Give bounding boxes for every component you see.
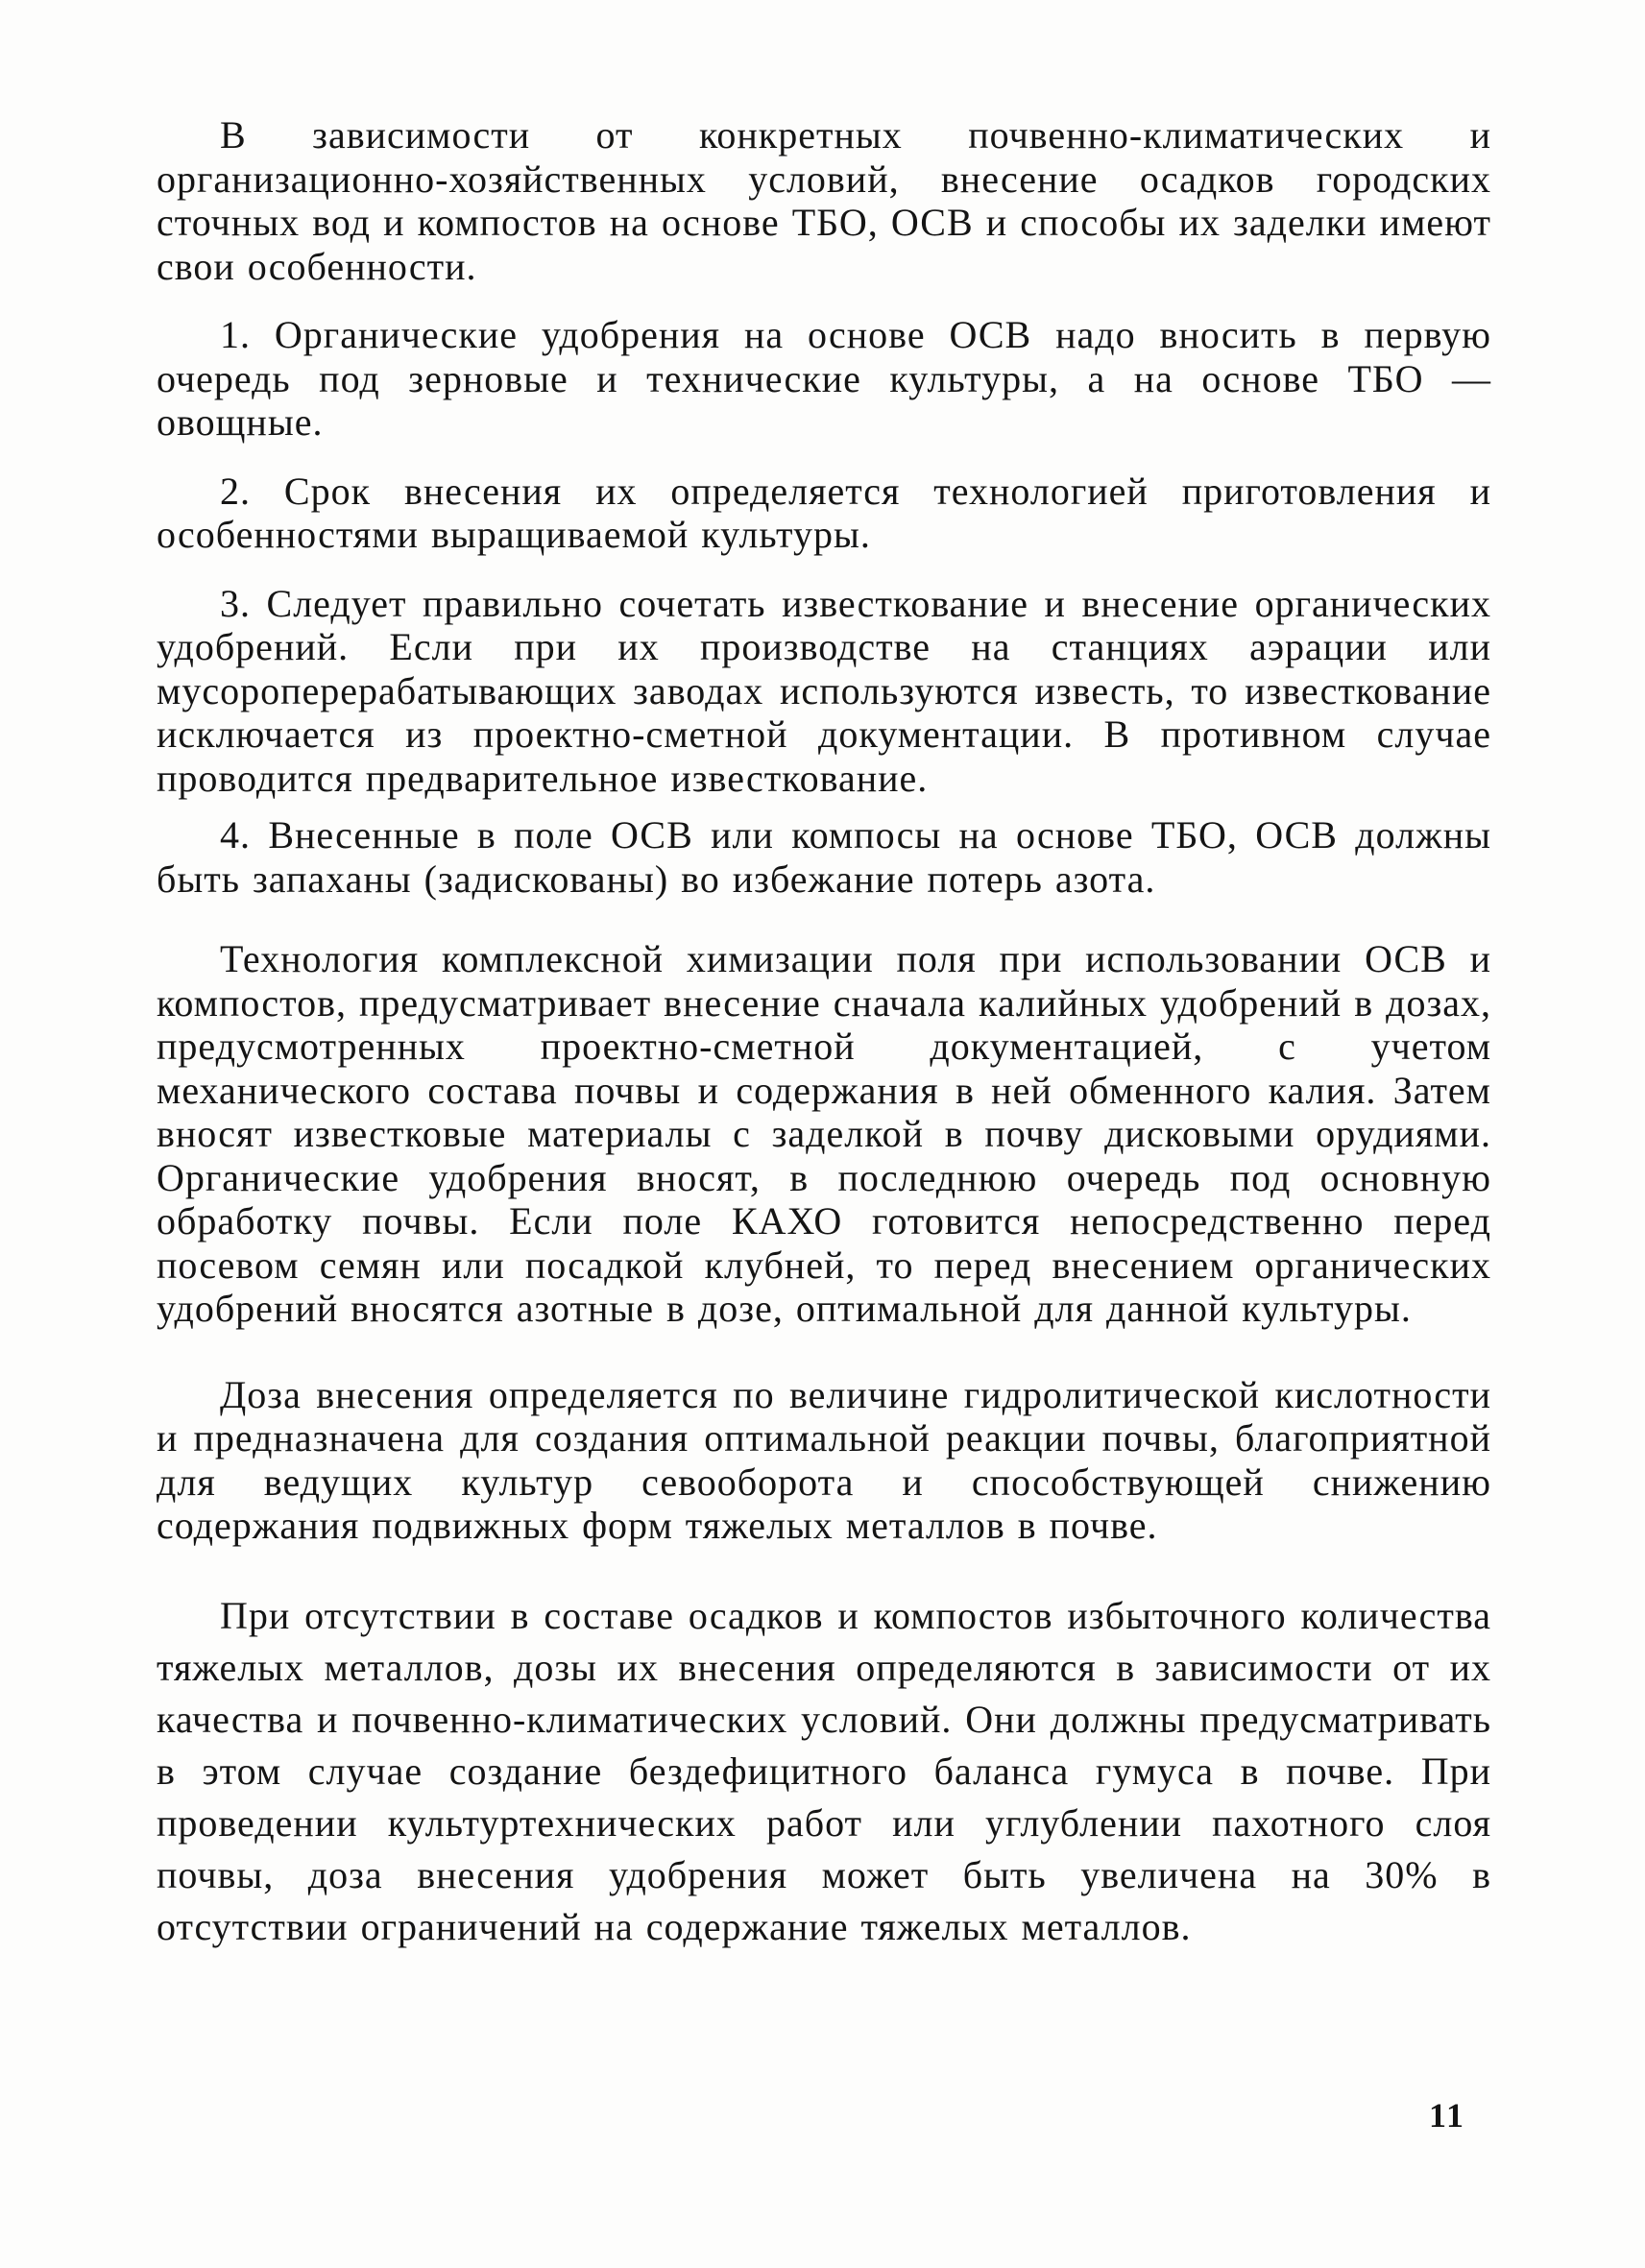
list-item-1: 1. Органические удобрения на основе ОСВ надо вносить в первую очередь под зерновые и технические культуры, а на основе ТБО — овощные. bbox=[157, 313, 1491, 444]
paragraph-intro: В зависимости от конкретных почвенно-климатических и организационно-хозяйственных условий, внесение осадков городских сточных вод и компостов на основе ТБО, ОСВ и способы их заделки имеют свои особенности. bbox=[157, 113, 1491, 288]
page-number: 11 bbox=[1428, 2096, 1465, 2135]
paragraph-dose: Доза внесения определяется по величине гидролитической кислотности и предназначена для создания оптимальной реакции почвы, благоприятной для ведущих культур севооборота и способствующей снижению содержания подвижных форм тяжелых металлов в почве. bbox=[157, 1372, 1491, 1547]
paragraph-heavy-metals: При отсутствии в составе осадков и компостов избыточного количества тяжелых металлов, дозы их внесения определяются в зависимости от их качества и почвенно-климатических условий. Они должны предусматривать в этом случае создание бездефицитного баланса гумуса в почве. При проведении культуртехнических работ или углублении пахотного слоя почвы, доза внесения удобрения может быть увеличена на 30% в отсутствии ограничений на содержание тяжелых металлов. bbox=[157, 1593, 1491, 1948]
list-item-4: 4. Внесенные в поле ОСВ или компосы на основе ТБО, ОСВ должны быть запаханы (задискованы) во избежание потерь азота. bbox=[157, 813, 1491, 901]
text-column bbox=[157, 113, 1491, 1953]
paragraph-technology: Технология комплексной химизации поля при использовании ОСВ и компостов, предусматривает внесение сначала калийных удобрений в дозах, предусмотренных проектно-сметной документацией, с учетом механического состава почвы и содержания в ней обменного калия. Затем вносят известковые материалы с заделкой в почву дисковыми орудиями. Органические удобрения вносят, в последнюю очередь под основную обработку почвы. Если поле КАХО готовится непосредственно перед посевом семян или посадкой клубней, то перед внесением органических удобрений вносятся азотные в дозе, оптимальной для данной культуры. bbox=[157, 937, 1491, 1330]
list-item-2: 2. Срок внесения их определяется технологией приготовления и особенностями выращиваемой культуры. bbox=[157, 469, 1491, 556]
list-item-3: 3. Следует правильно сочетать известкование и внесение органических удобрений. Если при их производстве на станциях аэрации или мусороперерабатывающих заводах используются известь, то известкование исключается из проектно-сметной документации. В противном случае проводится предварительное известкование. bbox=[157, 581, 1491, 800]
